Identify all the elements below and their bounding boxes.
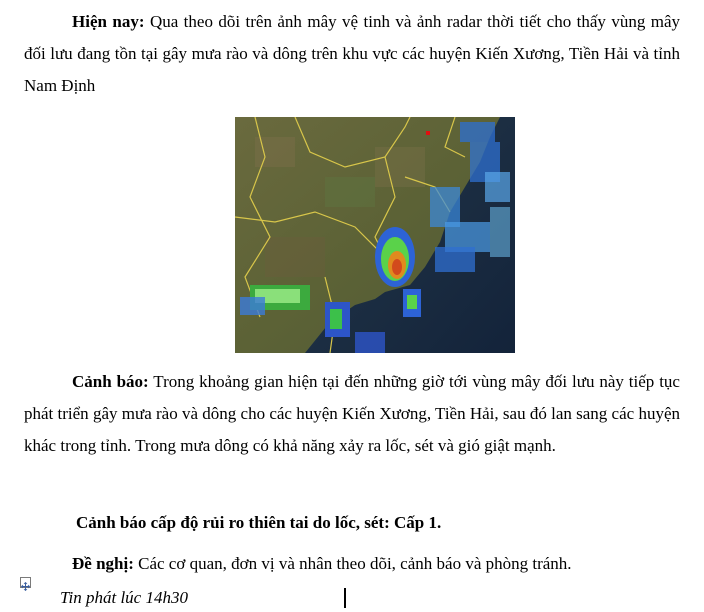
text-warning: Trong khoảng gian hiện tại đến những giờ tới vùng mây đối lưu này tiếp tục phát triển gây mưa rào và dông cho các huyện Kiến Xương, Tiền Hải, sau đó lan sang các huyện khác trong tỉnh. Trong mưa dông có khả năng xảy ra lốc, sét và gió giật mạnh. <box>24 372 680 455</box>
satellite-radar-image <box>235 117 515 353</box>
paragraph-recommendation <box>24 548 680 580</box>
text-risk-level: Cảnh báo cấp độ rủi ro thiên tai do lốc, sét: Cấp 1. <box>76 513 442 532</box>
paragraph-warning <box>24 366 680 462</box>
text-recommendation: Các cơ quan, đơn vị và nhân theo dõi, cảnh báo và phòng tránh. <box>138 554 572 573</box>
text-cursor <box>344 588 346 608</box>
paragraph-risk-level <box>24 507 680 539</box>
label-warning: Cảnh báo: <box>72 372 149 391</box>
label-recommendation: Đề nghị: <box>72 554 134 573</box>
paragraph-current-status <box>24 6 680 102</box>
table-move-handle-icon[interactable] <box>20 577 31 588</box>
text-current: Qua theo dõi trên ảnh mây vệ tinh và ảnh radar thời tiết cho thấy vùng mây đối lưu đang tồn tại gây mưa rào và dông trên khu vực các huyện Kiến Xương, Tiền Hải và tỉnh Nam Định <box>24 12 681 95</box>
move-arrows-icon <box>21 582 30 591</box>
issue-time: Tin phát lúc 14h30 <box>60 588 188 607</box>
satellite-radar-icon <box>235 117 515 353</box>
label-current: Hiện nay: <box>72 12 145 31</box>
